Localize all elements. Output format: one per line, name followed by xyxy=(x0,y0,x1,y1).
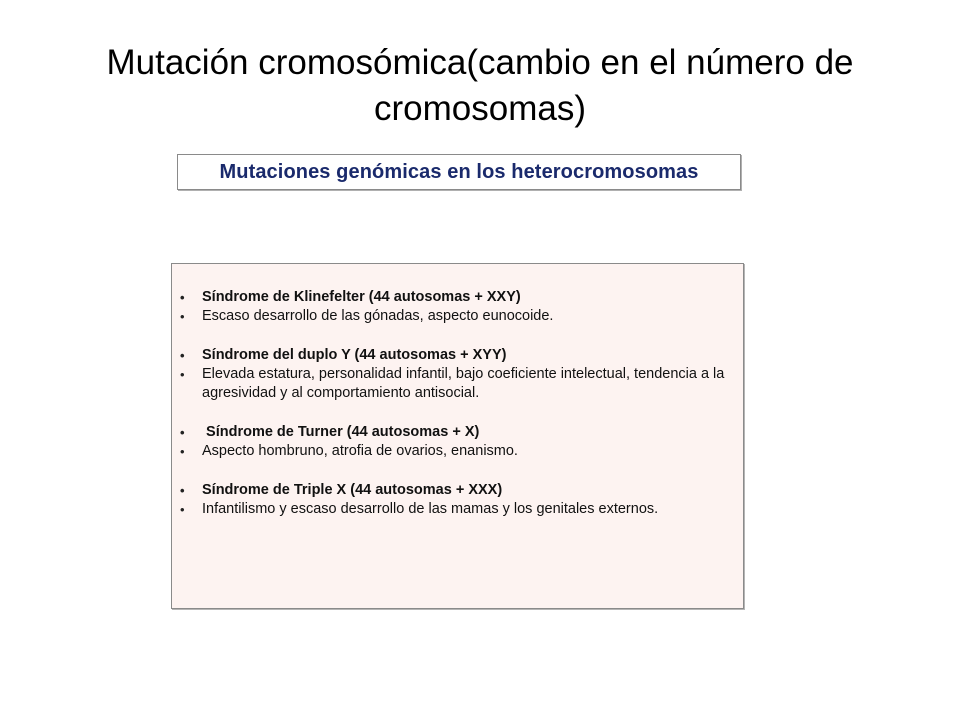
bullet-icon: • xyxy=(180,483,185,498)
bullet-icon: • xyxy=(180,290,185,305)
slide-title: Mutación cromosómica(cambio en el número de cromosomas) xyxy=(106,43,854,128)
syndrome-heading-text: Síndrome del duplo Y (44 autosomas + XYY) xyxy=(202,347,507,363)
bullet-icon: • xyxy=(180,367,185,382)
syndrome-group-turner xyxy=(172,423,743,461)
syndrome-description xyxy=(172,442,743,461)
syndrome-description-text: Elevada estatura, personalidad infantil, bajo coeficiente intelectual, tendencia a la agresividad y al comportamiento antisocial. xyxy=(202,366,725,401)
syndrome-description xyxy=(172,365,743,403)
syndrome-description-text: Infantilismo y escaso desarrollo de las mamas y los genitales externos. xyxy=(202,501,659,517)
syndrome-heading xyxy=(172,288,743,307)
bullet-icon: • xyxy=(180,309,185,324)
syndrome-heading-text: Síndrome de Triple X (44 autosomas + XXX) xyxy=(202,482,503,498)
syndrome-group-triple-x xyxy=(172,481,743,519)
bullet-icon: • xyxy=(180,348,185,363)
syndrome-group-klinefelter xyxy=(172,288,743,326)
syndrome-heading xyxy=(172,423,743,442)
syndrome-heading xyxy=(172,481,743,500)
syndrome-heading-text: Síndrome de Turner (44 autosomas + X) xyxy=(202,424,480,440)
syndrome-description xyxy=(172,500,743,519)
syndrome-description-text: Escaso desarrollo de las gónadas, aspecto eunocoide. xyxy=(202,308,554,324)
syndrome-description-text: Aspecto hombruno, atrofia de ovarios, enanismo. xyxy=(202,443,518,459)
bullet-icon: • xyxy=(180,425,185,440)
syndrome-group-duplo-y xyxy=(172,346,743,403)
bullet-icon: • xyxy=(180,444,185,459)
syndromes-list-box xyxy=(171,263,744,609)
syndrome-heading xyxy=(172,346,743,365)
bullet-icon: • xyxy=(180,502,185,517)
syndrome-heading-text: Síndrome de Klinefelter (44 autosomas + XXY) xyxy=(202,289,521,305)
subtitle-box xyxy=(177,154,741,190)
subtitle-text: Mutaciones genómicas en los heterocromosomas xyxy=(219,160,699,183)
syndrome-description xyxy=(172,307,743,326)
